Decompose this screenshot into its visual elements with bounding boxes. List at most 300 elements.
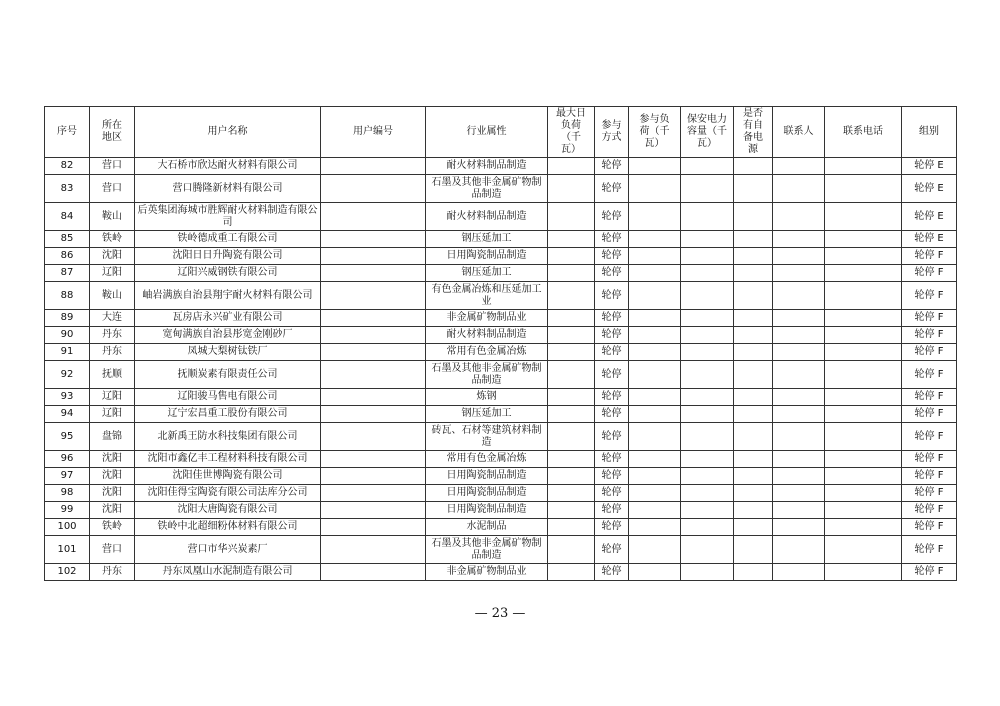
row-name: 营口腾隆新材料有限公司 xyxy=(135,175,321,203)
row-backup xyxy=(734,468,773,485)
row-max-load xyxy=(548,248,595,265)
row-group: 轮停 F xyxy=(902,310,957,327)
row-group: 轮停 F xyxy=(902,389,957,406)
row-load xyxy=(629,310,681,327)
row-industry: 石墨及其他非金属矿物制品制造 xyxy=(426,175,548,203)
row-no: 92 xyxy=(45,361,90,389)
row-backup xyxy=(734,282,773,310)
row-max-load xyxy=(548,389,595,406)
row-security xyxy=(681,361,734,389)
row-name: 沈阳佳得宝陶瓷有限公司法库分公司 xyxy=(135,485,321,502)
row-name: 沈阳佳世博陶瓷有限公司 xyxy=(135,468,321,485)
table-row xyxy=(45,344,957,361)
row-max-load xyxy=(548,451,595,468)
row-mode: 轮停 xyxy=(595,203,629,231)
row-no: 101 xyxy=(45,536,90,564)
row-max-load xyxy=(548,423,595,451)
row-industry: 日用陶瓷制品制造 xyxy=(426,485,548,502)
table-row xyxy=(45,468,957,485)
row-industry: 常用有色金属冶炼 xyxy=(426,344,548,361)
row-phone xyxy=(825,203,902,231)
row-user-id xyxy=(321,265,426,282)
row-name: 铁岭中北超细粉体材料有限公司 xyxy=(135,519,321,536)
row-user-id xyxy=(321,485,426,502)
row-backup xyxy=(734,175,773,203)
row-name: 凤城大梨树钛铁厂 xyxy=(135,344,321,361)
row-industry: 日用陶瓷制品制造 xyxy=(426,468,548,485)
row-security xyxy=(681,406,734,423)
row-no: 97 xyxy=(45,468,90,485)
row-backup xyxy=(734,406,773,423)
row-region: 丹东 xyxy=(90,344,135,361)
row-max-load xyxy=(548,536,595,564)
table-row xyxy=(45,423,957,451)
row-name: 北新禹王防水科技集团有限公司 xyxy=(135,423,321,451)
row-backup xyxy=(734,158,773,175)
row-group: 轮停 F xyxy=(902,282,957,310)
row-group: 轮停 F xyxy=(902,485,957,502)
row-no: 100 xyxy=(45,519,90,536)
row-phone xyxy=(825,519,902,536)
row-max-load xyxy=(548,468,595,485)
row-name: 后英集团海城市胜辉耐火材料制造有限公司 xyxy=(135,203,321,231)
row-load xyxy=(629,502,681,519)
row-security xyxy=(681,265,734,282)
row-no: 102 xyxy=(45,564,90,581)
row-user-id xyxy=(321,282,426,310)
row-no: 95 xyxy=(45,423,90,451)
row-no: 91 xyxy=(45,344,90,361)
table-row xyxy=(45,485,957,502)
row-security xyxy=(681,231,734,248)
row-industry: 耐火材料制品制造 xyxy=(426,158,548,175)
col-header-contact: 联系人 xyxy=(773,107,825,158)
row-contact xyxy=(773,451,825,468)
row-max-load xyxy=(548,282,595,310)
row-max-load xyxy=(548,502,595,519)
row-mode: 轮停 xyxy=(595,327,629,344)
row-backup xyxy=(734,519,773,536)
row-region: 营口 xyxy=(90,536,135,564)
row-load xyxy=(629,389,681,406)
row-mode: 轮停 xyxy=(595,502,629,519)
row-group: 轮停 F xyxy=(902,536,957,564)
row-backup xyxy=(734,248,773,265)
row-security xyxy=(681,203,734,231)
row-industry: 钢压延加工 xyxy=(426,265,548,282)
row-name: 辽阳骏马售电有限公司 xyxy=(135,389,321,406)
row-security xyxy=(681,468,734,485)
row-load xyxy=(629,406,681,423)
table-row xyxy=(45,519,957,536)
row-group: 轮停 F xyxy=(902,502,957,519)
table-row xyxy=(45,389,957,406)
row-no: 84 xyxy=(45,203,90,231)
row-group: 轮停 F xyxy=(902,406,957,423)
row-load xyxy=(629,451,681,468)
table-row xyxy=(45,406,957,423)
row-region: 铁岭 xyxy=(90,519,135,536)
row-mode: 轮停 xyxy=(595,175,629,203)
row-user-id xyxy=(321,564,426,581)
table-row xyxy=(45,231,957,248)
row-mode: 轮停 xyxy=(595,406,629,423)
row-no: 90 xyxy=(45,327,90,344)
row-contact xyxy=(773,406,825,423)
col-header-user-id: 用户编号 xyxy=(321,107,426,158)
row-security xyxy=(681,158,734,175)
row-phone xyxy=(825,344,902,361)
row-max-load xyxy=(548,485,595,502)
row-backup xyxy=(734,564,773,581)
row-region: 沈阳 xyxy=(90,502,135,519)
row-industry: 耐火材料制品制造 xyxy=(426,327,548,344)
row-phone xyxy=(825,485,902,502)
row-industry: 石墨及其他非金属矿物制品制造 xyxy=(426,361,548,389)
row-backup xyxy=(734,502,773,519)
row-mode: 轮停 xyxy=(595,423,629,451)
row-load xyxy=(629,344,681,361)
row-no: 82 xyxy=(45,158,90,175)
row-contact xyxy=(773,423,825,451)
row-region: 抚顺 xyxy=(90,361,135,389)
row-region: 沈阳 xyxy=(90,451,135,468)
row-region: 辽阳 xyxy=(90,389,135,406)
row-phone xyxy=(825,158,902,175)
row-group: 轮停 F xyxy=(902,468,957,485)
row-mode: 轮停 xyxy=(595,158,629,175)
row-user-id xyxy=(321,519,426,536)
row-load xyxy=(629,536,681,564)
row-industry: 砖瓦、石材等建筑材料制造 xyxy=(426,423,548,451)
row-mode: 轮停 xyxy=(595,265,629,282)
row-contact xyxy=(773,203,825,231)
row-mode: 轮停 xyxy=(595,361,629,389)
row-security xyxy=(681,519,734,536)
row-security xyxy=(681,175,734,203)
col-header-industry: 行业属性 xyxy=(426,107,548,158)
row-industry: 有色金属冶炼和压延加工业 xyxy=(426,282,548,310)
row-user-id xyxy=(321,502,426,519)
row-region: 沈阳 xyxy=(90,485,135,502)
row-region: 营口 xyxy=(90,158,135,175)
row-contact xyxy=(773,519,825,536)
row-group: 轮停 F xyxy=(902,344,957,361)
row-phone xyxy=(825,468,902,485)
row-load xyxy=(629,282,681,310)
table-row xyxy=(45,310,957,327)
table-row xyxy=(45,361,957,389)
row-name: 宽甸满族自治县彤宽金刚砂厂 xyxy=(135,327,321,344)
col-header-group: 组别 xyxy=(902,107,957,158)
row-max-load xyxy=(548,406,595,423)
row-phone xyxy=(825,310,902,327)
row-group: 轮停 F xyxy=(902,361,957,389)
row-phone xyxy=(825,231,902,248)
row-security xyxy=(681,344,734,361)
row-load xyxy=(629,485,681,502)
row-mode: 轮停 xyxy=(595,344,629,361)
row-contact xyxy=(773,248,825,265)
table-row xyxy=(45,175,957,203)
row-industry: 日用陶瓷制品制造 xyxy=(426,248,548,265)
row-region: 营口 xyxy=(90,175,135,203)
col-header-mode: 参与方式 xyxy=(595,107,629,158)
row-max-load xyxy=(548,175,595,203)
row-backup xyxy=(734,231,773,248)
row-phone xyxy=(825,175,902,203)
row-mode: 轮停 xyxy=(595,468,629,485)
row-region: 沈阳 xyxy=(90,248,135,265)
row-phone xyxy=(825,361,902,389)
row-name: 辽宁宏昌重工股份有限公司 xyxy=(135,406,321,423)
row-load xyxy=(629,248,681,265)
row-group: 轮停 F xyxy=(902,327,957,344)
row-user-id xyxy=(321,327,426,344)
table-header xyxy=(45,107,957,158)
row-user-id xyxy=(321,175,426,203)
row-load xyxy=(629,423,681,451)
row-no: 86 xyxy=(45,248,90,265)
col-header-security: 保安电力容量（千瓦） xyxy=(681,107,734,158)
row-phone xyxy=(825,282,902,310)
row-user-id xyxy=(321,423,426,451)
row-load xyxy=(629,203,681,231)
row-backup xyxy=(734,485,773,502)
row-user-id xyxy=(321,361,426,389)
row-user-id xyxy=(321,344,426,361)
row-mode: 轮停 xyxy=(595,282,629,310)
row-backup xyxy=(734,327,773,344)
row-user-id xyxy=(321,248,426,265)
row-name: 抚顺炭素有限责任公司 xyxy=(135,361,321,389)
row-group: 轮停 E xyxy=(902,175,957,203)
table-row xyxy=(45,502,957,519)
row-mode: 轮停 xyxy=(595,536,629,564)
row-region: 大连 xyxy=(90,310,135,327)
row-max-load xyxy=(548,310,595,327)
row-user-id xyxy=(321,389,426,406)
row-user-id xyxy=(321,406,426,423)
row-region: 丹东 xyxy=(90,327,135,344)
row-max-load xyxy=(548,361,595,389)
row-region: 铁岭 xyxy=(90,231,135,248)
table-row xyxy=(45,282,957,310)
row-load xyxy=(629,265,681,282)
row-security xyxy=(681,310,734,327)
row-phone xyxy=(825,502,902,519)
row-max-load xyxy=(548,564,595,581)
row-user-id xyxy=(321,451,426,468)
row-security xyxy=(681,485,734,502)
row-industry: 炼钢 xyxy=(426,389,548,406)
row-user-id xyxy=(321,310,426,327)
row-phone xyxy=(825,248,902,265)
row-mode: 轮停 xyxy=(595,564,629,581)
row-contact xyxy=(773,485,825,502)
user-table xyxy=(44,106,957,581)
row-no: 94 xyxy=(45,406,90,423)
row-security xyxy=(681,327,734,344)
row-region: 辽阳 xyxy=(90,406,135,423)
col-header-load: 参与负荷（千瓦） xyxy=(629,107,681,158)
row-load xyxy=(629,468,681,485)
row-mode: 轮停 xyxy=(595,389,629,406)
row-phone xyxy=(825,406,902,423)
row-user-id xyxy=(321,203,426,231)
row-contact xyxy=(773,536,825,564)
row-no: 93 xyxy=(45,389,90,406)
row-industry: 常用有色金属冶炼 xyxy=(426,451,548,468)
row-group: 轮停 E xyxy=(902,203,957,231)
row-max-load xyxy=(548,327,595,344)
row-backup xyxy=(734,423,773,451)
col-header-phone: 联系电话 xyxy=(825,107,902,158)
row-mode: 轮停 xyxy=(595,519,629,536)
row-max-load xyxy=(548,158,595,175)
row-contact xyxy=(773,265,825,282)
row-name: 铁岭德成重工有限公司 xyxy=(135,231,321,248)
row-contact xyxy=(773,564,825,581)
row-security xyxy=(681,451,734,468)
row-industry: 钢压延加工 xyxy=(426,231,548,248)
row-max-load xyxy=(548,265,595,282)
row-region: 沈阳 xyxy=(90,468,135,485)
row-group: 轮停 F xyxy=(902,564,957,581)
row-security xyxy=(681,248,734,265)
table-row xyxy=(45,564,957,581)
row-industry: 非金属矿物制品业 xyxy=(426,310,548,327)
row-phone xyxy=(825,423,902,451)
row-name: 沈阳大唐陶瓷有限公司 xyxy=(135,502,321,519)
row-name: 辽阳兴威钢铁有限公司 xyxy=(135,265,321,282)
row-contact xyxy=(773,175,825,203)
row-contact xyxy=(773,310,825,327)
row-region: 丹东 xyxy=(90,564,135,581)
col-header-backup: 是否有自备电源 xyxy=(734,107,773,158)
row-no: 89 xyxy=(45,310,90,327)
col-header-max-load: 最大日负荷（千瓦） xyxy=(548,107,595,158)
row-industry: 日用陶瓷制品制造 xyxy=(426,502,548,519)
row-security xyxy=(681,423,734,451)
row-backup xyxy=(734,265,773,282)
row-no: 83 xyxy=(45,175,90,203)
row-no: 88 xyxy=(45,282,90,310)
table-row xyxy=(45,158,957,175)
row-security xyxy=(681,564,734,581)
row-load xyxy=(629,327,681,344)
row-no: 96 xyxy=(45,451,90,468)
row-load xyxy=(629,361,681,389)
table-body xyxy=(45,158,957,581)
row-load xyxy=(629,158,681,175)
row-group: 轮停 F xyxy=(902,265,957,282)
row-contact xyxy=(773,344,825,361)
row-industry: 非金属矿物制品业 xyxy=(426,564,548,581)
table-row xyxy=(45,451,957,468)
row-group: 轮停 E xyxy=(902,231,957,248)
table-row xyxy=(45,327,957,344)
row-industry: 石墨及其他非金属矿物制品制造 xyxy=(426,536,548,564)
col-header-name: 用户名称 xyxy=(135,107,321,158)
row-security xyxy=(681,389,734,406)
row-max-load xyxy=(548,344,595,361)
row-contact xyxy=(773,468,825,485)
row-group: 轮停 F xyxy=(902,451,957,468)
row-max-load xyxy=(548,203,595,231)
row-user-id xyxy=(321,231,426,248)
row-group: 轮停 F xyxy=(902,519,957,536)
row-load xyxy=(629,564,681,581)
row-load xyxy=(629,519,681,536)
row-phone xyxy=(825,536,902,564)
row-security xyxy=(681,282,734,310)
row-contact xyxy=(773,158,825,175)
row-contact xyxy=(773,327,825,344)
row-user-id xyxy=(321,536,426,564)
row-no: 87 xyxy=(45,265,90,282)
row-phone xyxy=(825,389,902,406)
row-contact xyxy=(773,361,825,389)
row-mode: 轮停 xyxy=(595,248,629,265)
col-header-region: 所在地区 xyxy=(90,107,135,158)
row-group: 轮停 F xyxy=(902,423,957,451)
row-mode: 轮停 xyxy=(595,451,629,468)
row-backup xyxy=(734,361,773,389)
row-security xyxy=(681,536,734,564)
row-mode: 轮停 xyxy=(595,231,629,248)
row-max-load xyxy=(548,519,595,536)
row-group: 轮停 E xyxy=(902,158,957,175)
row-name: 丹东凤凰山水泥制造有限公司 xyxy=(135,564,321,581)
row-contact xyxy=(773,282,825,310)
row-load xyxy=(629,231,681,248)
row-max-load xyxy=(548,231,595,248)
row-group: 轮停 F xyxy=(902,248,957,265)
row-no: 99 xyxy=(45,502,90,519)
row-industry: 水泥制品 xyxy=(426,519,548,536)
row-contact xyxy=(773,389,825,406)
row-region: 鞍山 xyxy=(90,203,135,231)
row-user-id xyxy=(321,468,426,485)
row-no: 85 xyxy=(45,231,90,248)
row-name: 岫岩满族自治县翔宇耐火材料有限公司 xyxy=(135,282,321,310)
row-contact xyxy=(773,502,825,519)
row-mode: 轮停 xyxy=(595,485,629,502)
row-backup xyxy=(734,536,773,564)
row-mode: 轮停 xyxy=(595,310,629,327)
row-region: 鞍山 xyxy=(90,282,135,310)
row-name: 大石桥市欣达耐火材料有限公司 xyxy=(135,158,321,175)
row-phone xyxy=(825,327,902,344)
table-row xyxy=(45,265,957,282)
row-name: 瓦房店永兴矿业有限公司 xyxy=(135,310,321,327)
row-name: 营口市华兴炭素厂 xyxy=(135,536,321,564)
row-security xyxy=(681,502,734,519)
row-industry: 钢压延加工 xyxy=(426,406,548,423)
table-row xyxy=(45,248,957,265)
row-phone xyxy=(825,265,902,282)
table-row xyxy=(45,203,957,231)
row-user-id xyxy=(321,158,426,175)
row-backup xyxy=(734,389,773,406)
row-industry: 耐火材料制品制造 xyxy=(426,203,548,231)
row-contact xyxy=(773,231,825,248)
row-name: 沈阳日日升陶瓷有限公司 xyxy=(135,248,321,265)
row-phone xyxy=(825,564,902,581)
page-number: — 23 — xyxy=(474,606,526,621)
col-header-no: 序号 xyxy=(45,107,90,158)
